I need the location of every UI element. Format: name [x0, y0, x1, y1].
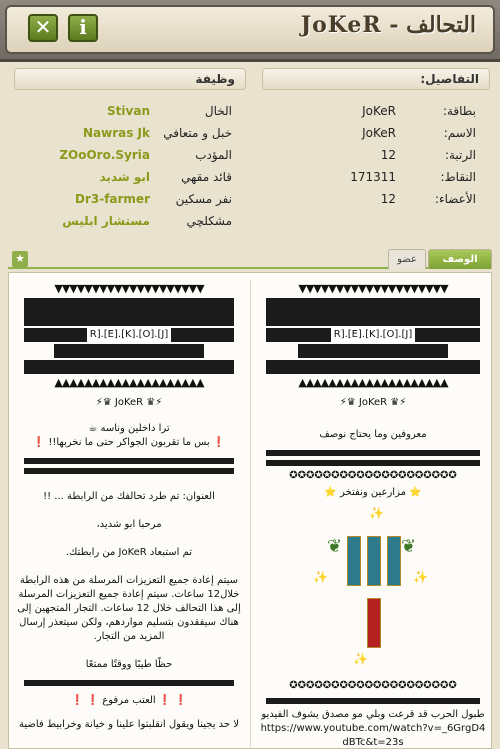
black-block [24, 360, 234, 374]
red-flag-icon [367, 598, 381, 648]
role-player-link[interactable]: ابو شديد [99, 170, 150, 184]
tab-bar [8, 249, 492, 269]
flag-icon [367, 536, 381, 586]
role-player-link[interactable]: مستشار ابليس [62, 214, 150, 228]
description-right-column [258, 282, 488, 749]
star-row: ✪✪✪✪✪✪✪✪✪✪✪✪✪✪✪✪✪✪✪✪ [289, 680, 457, 691]
window-titlebar [0, 0, 500, 62]
detail-value-members: 12 [380, 192, 396, 206]
black-block [24, 298, 234, 312]
triangle-row: ▲▲▲▲▲▲▲▲▲▲▲▲▲▲▲▲▲▲▲▲ [298, 376, 448, 389]
triangle-row: ▼▼▼▼▼▼▼▼▼▼▼▼▼▼▼▼▼▼▼▼ [54, 282, 204, 295]
desc-paragraph: سيتم إعادة جميع التعزيزات المرسلة من هذه الرابطة خلال12 ساعات. سيتم إعادة جميع التعزيزات المرسلة إلى هذا التحالف خلال 12 ساعات. التجار المتجهين إلى هناك سيفقدون بتسليم مواردهم، ولكن سيتعذر إرسال المزيد من التجار. [17, 575, 241, 642]
detail-label-members: الأعضاء: [434, 192, 476, 206]
triangle-row: ▲▲▲▲▲▲▲▲▲▲▲▲▲▲▲▲▲▲▲▲ [54, 376, 204, 389]
name-block-text: R].[E].[K].[O].[J] [87, 328, 171, 342]
role-player-link[interactable]: Stivan [107, 104, 150, 118]
tab-description-label: الوصف [442, 254, 478, 265]
detail-value-name: JoKeR [362, 126, 396, 140]
black-block [266, 360, 480, 374]
black-bar [266, 460, 480, 466]
black-bar [24, 680, 234, 686]
desc-line: ترا داخلين وناسه ☕ [88, 423, 170, 434]
roles-heading: وظيفة [14, 68, 246, 90]
description-left-column [14, 282, 244, 732]
tab-member-label: عضو [397, 254, 417, 265]
name-block-row [24, 328, 234, 342]
black-block [266, 312, 480, 326]
sparkle-icon: ✨ [353, 652, 368, 666]
detail-label-name: الاسم: [443, 126, 476, 140]
desc-expelled: تم استبعاد JoKeR من رابطتك. [65, 547, 193, 558]
desc-blame: ❗ ❗ العتب مرفوع ❗ ❗ [71, 695, 187, 706]
triangle-row: ▼▼▼▼▼▼▼▼▼▼▼▼▼▼▼▼▼▼▼▼ [298, 282, 448, 295]
video-link[interactable]: https://www.youtube.com/watch?v=_6GrgD4dBTc&t=23s [260, 723, 486, 748]
role-title: قائد مقهي [181, 170, 232, 184]
star-row: ✪✪✪✪✪✪✪✪✪✪✪✪✪✪✪✪✪✪✪✪ [289, 470, 457, 481]
info-icon: i [79, 15, 87, 39]
role-title: المؤدب [195, 148, 232, 162]
signature: ⚡♛ JoKeR ♛⚡ [339, 397, 407, 408]
detail-label-rank: الرتبة: [444, 148, 476, 162]
tab-member[interactable] [388, 249, 426, 269]
role-player-link[interactable]: Dr3-farmer [74, 192, 150, 206]
desc-known: معروفين وما يحتاج نوصف [319, 429, 427, 440]
role-title: نفر مسكين [175, 192, 232, 206]
role-title: الخال [204, 104, 232, 118]
detail-label-tag: بطاقة: [442, 104, 476, 118]
role-player-link[interactable]: ZOoOro.Syria [59, 148, 150, 162]
black-block [266, 298, 480, 312]
black-bar [24, 468, 234, 474]
desc-last: لا حد يجينا ويقول انقلبتوا علينا و خيانة وخرابيط فاضية [19, 719, 239, 730]
close-button[interactable] [28, 14, 58, 42]
desc-greeting: مرحبا ابو شديد، [96, 519, 162, 530]
name-block-text: R].[E].[K].[O].[J] [331, 328, 415, 342]
role-player-link[interactable]: Nawras Jk [82, 126, 150, 140]
detail-label-points: النقاط: [440, 170, 476, 184]
flag-icon [347, 536, 361, 586]
flag-icon [387, 536, 401, 586]
black-bar [24, 458, 234, 464]
desc-subject: العنوان: تم طرد تحالفك من الرابطة ... !! [43, 491, 215, 502]
sparkle-icon: ✨ [313, 570, 328, 584]
star-icon[interactable]: ★ [12, 251, 28, 267]
role-title: خبل و متعافي [163, 126, 232, 140]
black-block [298, 344, 448, 358]
details-heading: التفاصيل: [262, 68, 490, 90]
close-icon: ✕ [34, 15, 52, 39]
tab-description[interactable] [428, 249, 492, 269]
window-title: التحالف - JoKeR [300, 12, 476, 38]
detail-value-points: 171311 [350, 170, 396, 184]
black-bar [266, 698, 480, 704]
detail-value-tag: JoKeR [362, 104, 396, 118]
desc-farmers: ⭐ مزارعين ونفتخر ⭐ [324, 487, 422, 498]
desc-line: ❗ بس ما تقربون الجواكر حتى ما نخربها!! ❗ [32, 437, 226, 448]
sparkle-icon: ✨ [369, 506, 384, 520]
laurel-icon: ❦ [327, 536, 343, 557]
banner-emblem [313, 506, 433, 674]
black-block [54, 344, 204, 358]
role-title: مشكلچي [186, 214, 232, 228]
sparkle-icon: ✨ [413, 570, 428, 584]
black-block [24, 312, 234, 326]
info-button[interactable] [68, 14, 98, 42]
black-bar [266, 450, 480, 456]
laurel-icon: ❦ [401, 536, 417, 557]
signature: ⚡♛ JoKeR ♛⚡ [95, 397, 163, 408]
desc-farewell: حظًا طيبًا ووقتًا ممتعًا [85, 659, 173, 670]
detail-value-rank: 12 [380, 148, 396, 162]
desc-drums: طبول الحرب قد قرعت وبلي مو مصدق يشوف الفيديو [261, 709, 485, 720]
name-block-row [266, 328, 480, 342]
column-divider [250, 280, 251, 749]
